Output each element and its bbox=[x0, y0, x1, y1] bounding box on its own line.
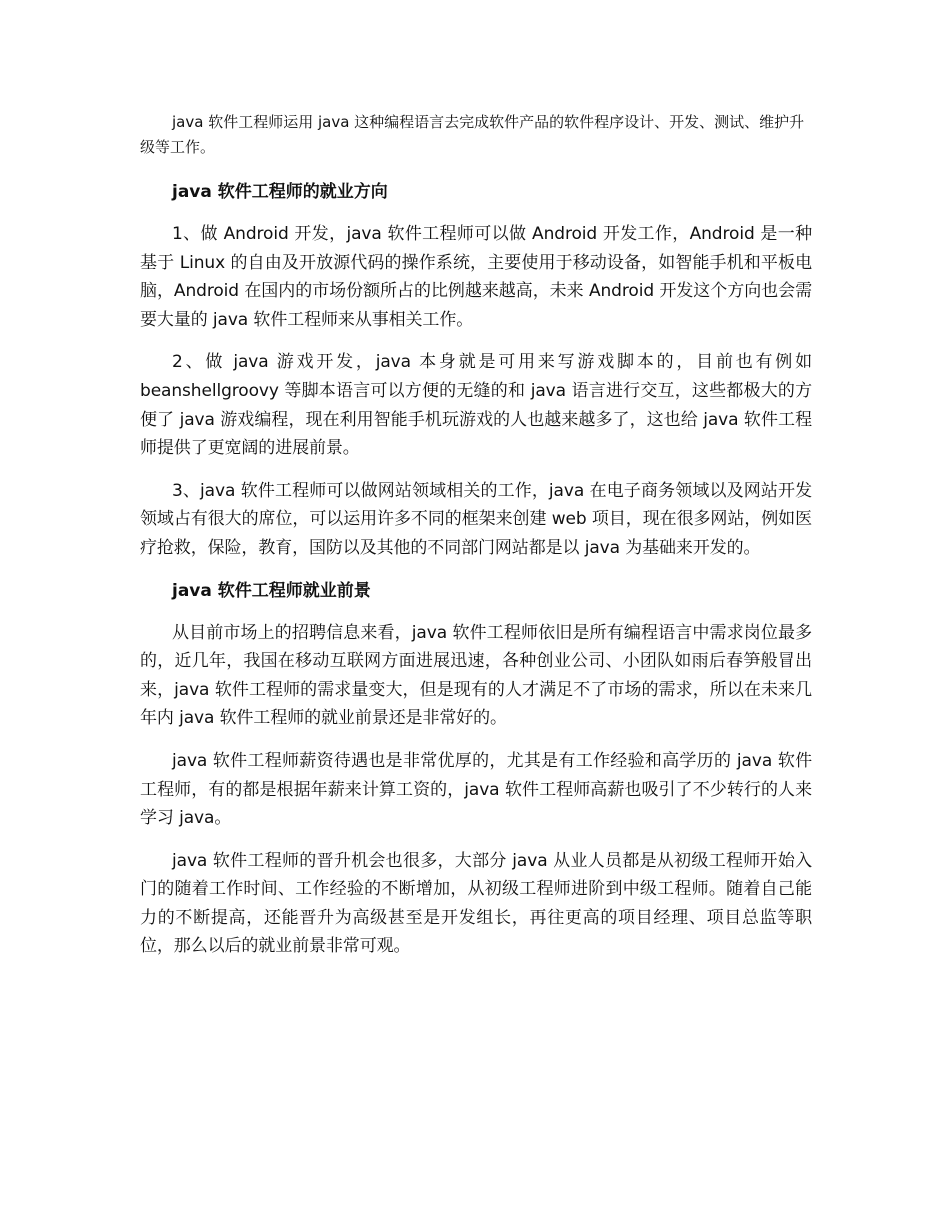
paragraph-android-development: 1、做 Android 开发，java 软件工程师可以做 Android 开发工作，Android 是一种基于 Linux 的自由及开放源代码的操作系统，主要使用于移动设备，如智能手机和平板电脑，Android 在国内的市场份额所占的比例越来越高，未来 Android 开发这个方向也会需要大量的 java 软件工程师来从事相关工作。 bbox=[140, 224, 812, 330]
paragraph-web-development: 3、java 软件工程师可以做网站领域相关的工作，java 在电子商务领域以及网站开发领域占有很大的席位，可以运用许多不同的框架来创建 web 项目，现在很多网站，例如医疗抢救，保险，教育，国防以及其他的不同部门网站都是以 java 为基础来开发的。 bbox=[140, 480, 812, 558]
section-heading-employment-direction: java 软件工程师的就业方向 bbox=[172, 182, 388, 202]
paragraph-salary: java 软件工程师薪资待遇也是非常优厚的，尤其是有工作经验和高学历的 java 软件工程师，有的都是根据年薪来计算工资的，java 软件工程师高薪也吸引了不少转行的人来学习 java。 bbox=[140, 750, 812, 829]
paragraph-game-development: 2、做 java 游戏开发，java 本身就是可用来写游戏脚本的，目前也有例如 beanshellgroovy 等脚本语言可以方便的无缝的和 java 语言进行交互，这些都极大的方便了 java 游戏编程，现在利用智能手机玩游戏的人也越来越多了，这也给 java 软件工程师提供了更宽阔的进展前景。 bbox=[140, 352, 812, 459]
paragraph-promotion: java 软件工程师的晋升机会也很多，大部分 java 从业人员都是从初级工程师开始入门的随着工作时间、工作经验的不断增加，从初级工程师进阶到中级工程师。随着自己能力的不断提高，还能晋升为高级甚至是开发组长，再往更高的项目经理、项目总监等职位，那么以后的就业前景非常可观。 bbox=[140, 850, 812, 957]
document-page bbox=[140, 110, 812, 975]
intro-paragraph: java 软件工程师运用 java 这种编程语言去完成软件产品的软件程序设计、开发、测试、维护升级等工作。 bbox=[140, 113, 805, 156]
paragraph-market-demand: 从目前市场上的招聘信息来看，java 软件工程师依旧是所有编程语言中需求岗位最多的，近几年，我国在移动互联网方面进展迅速，各种创业公司、小团队如雨后春笋般冒出来，java 软件工程师的需求量变大，但是现有的人才满足不了市场的需求，所以在未来几年内 java 软件工程师的就业前景还是非常好的。 bbox=[140, 622, 812, 729]
section-heading-employment-prospects: java 软件工程师就业前景 bbox=[172, 580, 371, 601]
